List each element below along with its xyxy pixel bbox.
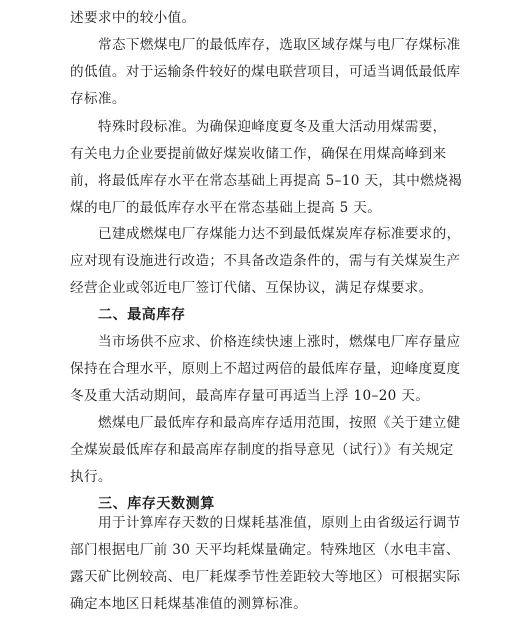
text-line: 部门根据电厂前 30 天平均耗煤量确定。特殊地区（水电丰富、: [70, 542, 460, 558]
text-line: 述要求中的较小值。: [70, 10, 196, 26]
text-line: 经营企业或邻近电厂签订代储、互保协议，满足存煤要求。: [70, 280, 433, 296]
section-heading: 三、库存天数测算: [98, 496, 215, 512]
text-line: 应对现有设施进行改造；不具备改造条件的，需与有关煤炭生产: [70, 253, 461, 269]
text-line: 执行。: [70, 469, 112, 485]
text-line: 的低值。对于运输条件较好的煤电联营项目，可适当调低最低库: [70, 64, 461, 80]
text-line: 常态下燃煤电厂的最低库存，选取区域存煤与电厂存煤标准: [98, 37, 461, 53]
section-heading: 二、最高库存: [98, 307, 186, 323]
text-line: 露天矿比例较高、电厂耗煤季节性差距较大等地区）可根据实际: [70, 569, 461, 585]
text-line: 前，将最低库存水平在常态基础上再提高 5–10 天，其中燃烧褐: [70, 173, 463, 189]
text-line: 已建成燃煤电厂存煤能力达不到最低煤炭库存标准要求的，: [98, 226, 461, 242]
text-line: 存标准。: [70, 91, 126, 107]
text-line: 特殊时段标准。为确保迎峰度夏冬及重大活动用煤需要，: [98, 119, 447, 135]
text-line: 煤的电厂的最低库存水平在常态基础上提高 5 天。: [70, 200, 382, 216]
text-line: 确定本地区日耗煤基准值的测算标准。: [70, 596, 308, 612]
text-line: 当市场供不应求、价格连续快速上涨时，燃煤电厂库存量应: [98, 334, 461, 350]
text-line: 冬及重大活动期间，最高库存量可再适当上浮 10–20 天。: [70, 388, 430, 404]
text-line: 全煤炭最低库存和最高库存制度的指导意见（试行）》有关规定: [70, 442, 454, 458]
text-line: 有关电力企业要提前做好煤炭收储工作，确保在用煤高峰到来: [70, 146, 447, 162]
text-line: 燃煤电厂最低库存和最高库存适用范围，按照《关于建立健: [98, 415, 461, 431]
text-line: 保持在合理水平，原则上不超过两倍的最低库存量，迎峰度夏度: [70, 361, 461, 377]
text-line: 用于计算库存天数的日煤耗基准值，原则上由省级运行调节: [98, 515, 461, 531]
